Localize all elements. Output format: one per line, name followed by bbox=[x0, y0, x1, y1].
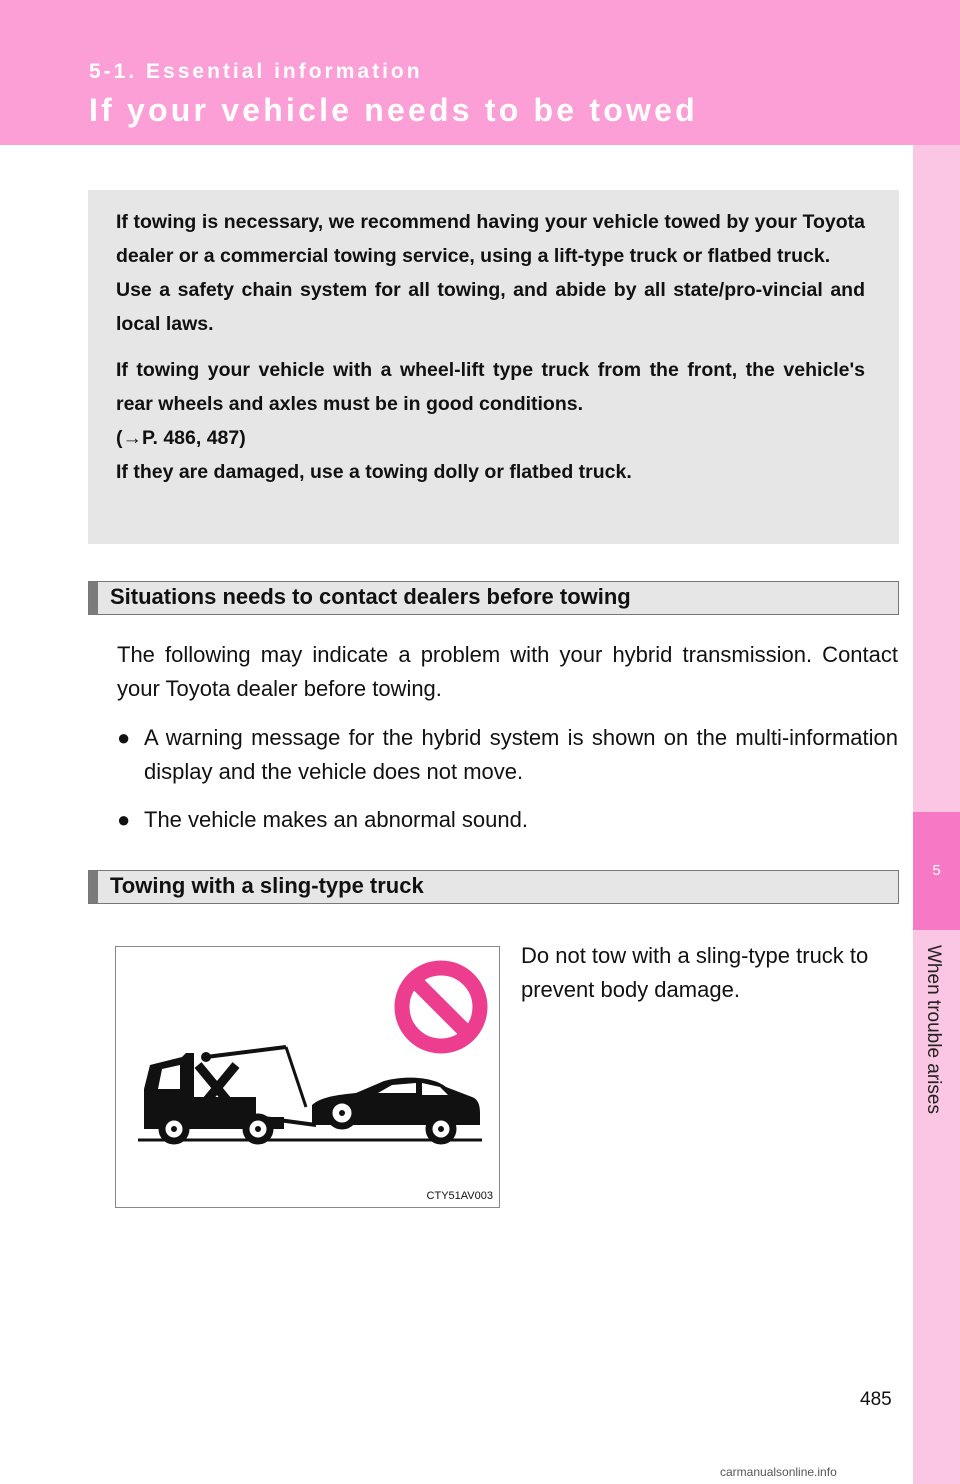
bullet-icon: ● bbox=[117, 725, 131, 750]
sling-truck-text: Do not tow with a sling-type truck to prevent body damage. bbox=[521, 943, 869, 1002]
section-heading-text: Towing with a sling-type truck bbox=[110, 873, 424, 898]
tow-truck-illustration bbox=[144, 1047, 316, 1141]
figure-code: CTY51AV003 bbox=[426, 1190, 493, 1202]
watermark: carmanualsonline.info bbox=[720, 1465, 837, 1479]
section-heading-dealers bbox=[88, 581, 899, 615]
page-header bbox=[0, 0, 960, 145]
towing-figure bbox=[115, 946, 500, 1208]
list-item-text: A warning message for the hybrid system is shown on the multi-information display and the vehicle does not move. bbox=[144, 725, 898, 784]
section-heading-sling bbox=[88, 870, 899, 904]
section-label: 5-1. Essential information bbox=[89, 60, 423, 83]
towing-illustration bbox=[116, 947, 499, 1207]
heading-accent bbox=[89, 871, 98, 903]
intro-paragraph: If they are damaged, use a towing dolly or flatbed truck. bbox=[116, 461, 632, 483]
intro-paragraph: Use a safety chain system for all towing, and abide by all state/pro-vincial and local laws. bbox=[116, 279, 865, 335]
list-item-text: The vehicle makes an abnormal sound. bbox=[144, 807, 528, 832]
section-heading-text: Situations needs to contact dealers before towing bbox=[110, 584, 631, 609]
chapter-title: When trouble arises bbox=[923, 945, 944, 1114]
intro-page-reference[interactable]: (→P. 486, 487) bbox=[116, 427, 246, 449]
list-item bbox=[117, 721, 898, 789]
page-number: 485 bbox=[860, 1389, 892, 1410]
car-illustration bbox=[312, 1078, 480, 1141]
bullet-icon: ● bbox=[117, 807, 131, 832]
page-title: If your vehicle needs to be towed bbox=[89, 92, 698, 128]
intro-paragraph: If towing your vehicle with a wheel-lift type truck from the front, the vehicle's rear wheels and axles must be in good conditions. bbox=[116, 359, 865, 415]
section-body: The following may indicate a problem with your hybrid transmission. Contact your Toyota dealer before towing. bbox=[117, 642, 898, 701]
chapter-number: 5 bbox=[932, 862, 941, 879]
list-item bbox=[117, 803, 898, 837]
intro-paragraph: If towing is necessary, we recommend having your vehicle towed by your Toyota dealer or a commercial towing service, using a lift-type truck or flatbed truck. bbox=[116, 211, 865, 267]
intro-box bbox=[88, 190, 899, 544]
prohibition-icon bbox=[402, 968, 480, 1046]
heading-accent bbox=[89, 582, 98, 614]
